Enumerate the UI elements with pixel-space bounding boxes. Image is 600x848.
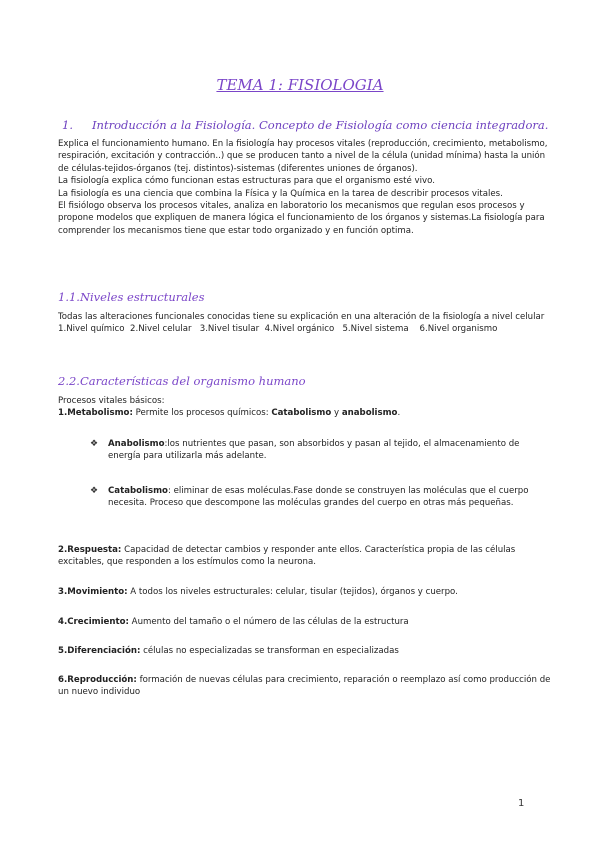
paragraph: La fisiología es una ciencia que combina la Física y la Química en la tarea de describir procesos vitales. — [58, 188, 503, 199]
item-label: 5.Diferenciación: — [58, 646, 141, 656]
item-label: 6.Reproducción: — [58, 675, 137, 685]
levels-list: 1.Nivel químico 2.Nivel celular 3.Nivel tisular 4.Nivel orgánico 5.Nivel sistema 6.Nivel organismo — [58, 324, 498, 335]
item-movimiento: 3.Movimiento: A todos los niveles estructurales: celular, tisular (tejidos), órganos y cuerpo. — [58, 587, 458, 597]
section-1-body — [58, 138, 558, 237]
item-respuesta: 2.Respuesta: Capacidad de detectar cambios y responder ante ellos. Característica propia de las células excitables, que responden a los estímulos como la neurona. — [58, 545, 516, 568]
page-number: 1 — [518, 798, 525, 809]
item-label: 2.Respuesta: — [58, 545, 122, 555]
bullet-catabolismo: ❖ Catabolismo: eliminar de esas moléculas.Fase donde se construyen las moléculas que el cuerpo necesita. Proceso que descompone las moléculas grandes del cuerpo en otras más pequeñas. — [90, 486, 529, 509]
page-title: TEMA 1: FISIOLOGIA — [216, 76, 384, 94]
paragraph: Procesos vitales básicos: — [58, 396, 165, 406]
section-1-heading-text: Introducción a la Fisiología. Concepto de Fisiología como ciencia integradora. — [92, 118, 549, 132]
item-label: 1.Metabolismo: — [58, 408, 133, 419]
section-1-heading — [62, 118, 548, 132]
item-reproduccion: 6.Reproducción: formación de nuevas células para crecimiento, reparación o reemplazo así como producción de un nuevo individuo — [58, 675, 551, 698]
paragraph: La fisiología explica cómo funcionan estas estructuras para que el organismo esté vivo. — [58, 176, 435, 187]
bullet-label: Catabolismo — [108, 486, 168, 496]
section-1-1-body — [58, 311, 558, 336]
bullet-label: Anabolismo — [108, 439, 165, 449]
paragraph: El fisiólogo observa los procesos vitales, analiza en laboratorio los mecanismos que regulan esos procesos y propone modelos que expliquen de manera lógica el funcionamiento de los órganos y sistemas.La fisiología para comprender los mecanismos tiene que estar todo organizado y en función optima. — [58, 201, 545, 236]
item-diferenciacion: 5.Diferenciación: células no especializadas se transforman en especializadas — [58, 646, 399, 656]
section-2-2-intro — [58, 395, 558, 420]
item-label: 4.Crecimiento: — [58, 617, 129, 627]
item-label: 3.Movimiento: — [58, 587, 128, 597]
paragraph: Explica el funcionamiento humano. En la fisiología hay procesos vitales (reproducción, crecimiento, metabolismo, respiración, excitación y contracción..) que se producen tanto a nivel de la célula (unidad mínima) hasta la unión de células-tejidos-órganos (tej. distintos)-sistemas (diferentes uniones de órganos). — [58, 139, 548, 174]
section-2-2-heading: 2.2.Características del organismo humano — [58, 374, 306, 388]
section-1-1-heading: 1.1.Niveles estructurales — [58, 290, 205, 304]
diamond-bullet-icon: ❖ — [90, 439, 99, 449]
diamond-bullet-icon: ❖ — [90, 486, 99, 496]
bullet-anabolismo: ❖ Anabolismo:los nutrientes que pasan, son absorbidos y pasan al tejido, el almacenamiento de energía para utilizarla más adelante. — [90, 439, 520, 462]
item-metabolismo: 1.Metabolismo: Permite los procesos químicos: Catabolismo y anabolismo. — [58, 408, 401, 419]
paragraph: Todas las alteraciones funcionales conocidas tiene su explicación en una alteración de la fisiología a nivel celular — [58, 312, 545, 322]
section-1-number: 1. — [62, 118, 73, 132]
item-crecimiento: 4.Crecimiento: Aumento del tamaño o el número de las células de la estructura — [58, 617, 409, 627]
